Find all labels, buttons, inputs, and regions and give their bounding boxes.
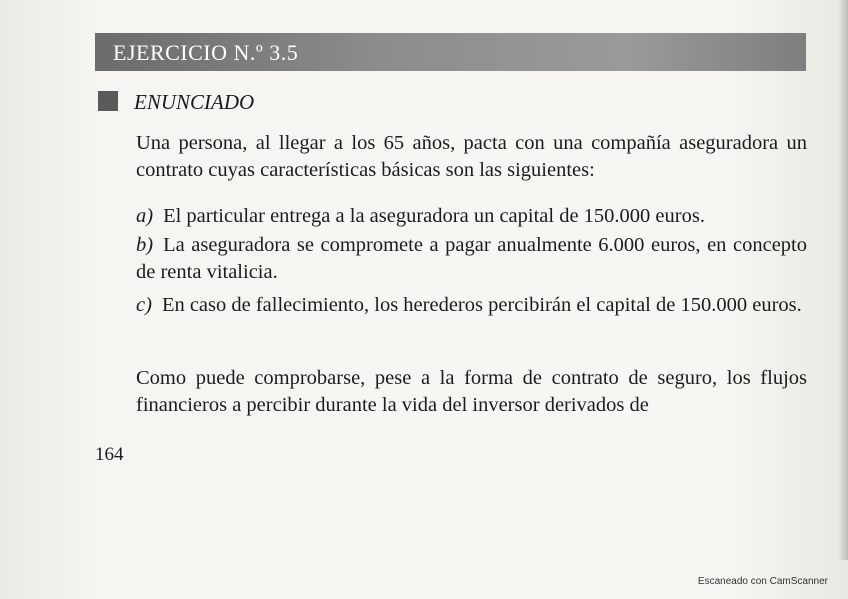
closing-paragraph: Como puede comprobarse, pese a la forma de contrato de seguro, los flujos financieros a percibir durante la vida del inversor derivados de <box>136 367 807 416</box>
section-label: ENUNCIADO <box>134 90 255 114</box>
list-item-letter: c) <box>136 294 152 316</box>
page-edge-shadow <box>838 0 848 560</box>
list-item-c <box>136 292 807 319</box>
intro-paragraph: Una persona, al llegar a los 65 años, pacta con una compañía aseguradora un contrato cuyas características básicas son las siguientes: <box>136 132 807 181</box>
square-bullet-icon <box>98 91 118 111</box>
list-item-a <box>136 203 807 230</box>
list-item-letter: b) <box>136 234 154 256</box>
scanner-watermark: Escaneado con CamScanner <box>697 576 828 587</box>
list-item-text: En caso de fallecimiento, los herederos percibirán el capital de 150.000 euros. <box>161 294 802 316</box>
list-item-text: La aseguradora se compromete a pagar anualmente 6.000 euros, en concepto de renta vitalicia. <box>136 234 807 283</box>
exercise-header-bar <box>95 33 806 71</box>
list-item-letter: a) <box>136 205 154 227</box>
list-item-text: El particular entrega a la aseguradora un capital de 150.000 euros. <box>163 205 705 227</box>
list-item-b <box>136 232 807 286</box>
page-number: 164 <box>95 444 124 465</box>
exercise-title: EJERCICIO N.º 3.5 <box>113 40 299 65</box>
